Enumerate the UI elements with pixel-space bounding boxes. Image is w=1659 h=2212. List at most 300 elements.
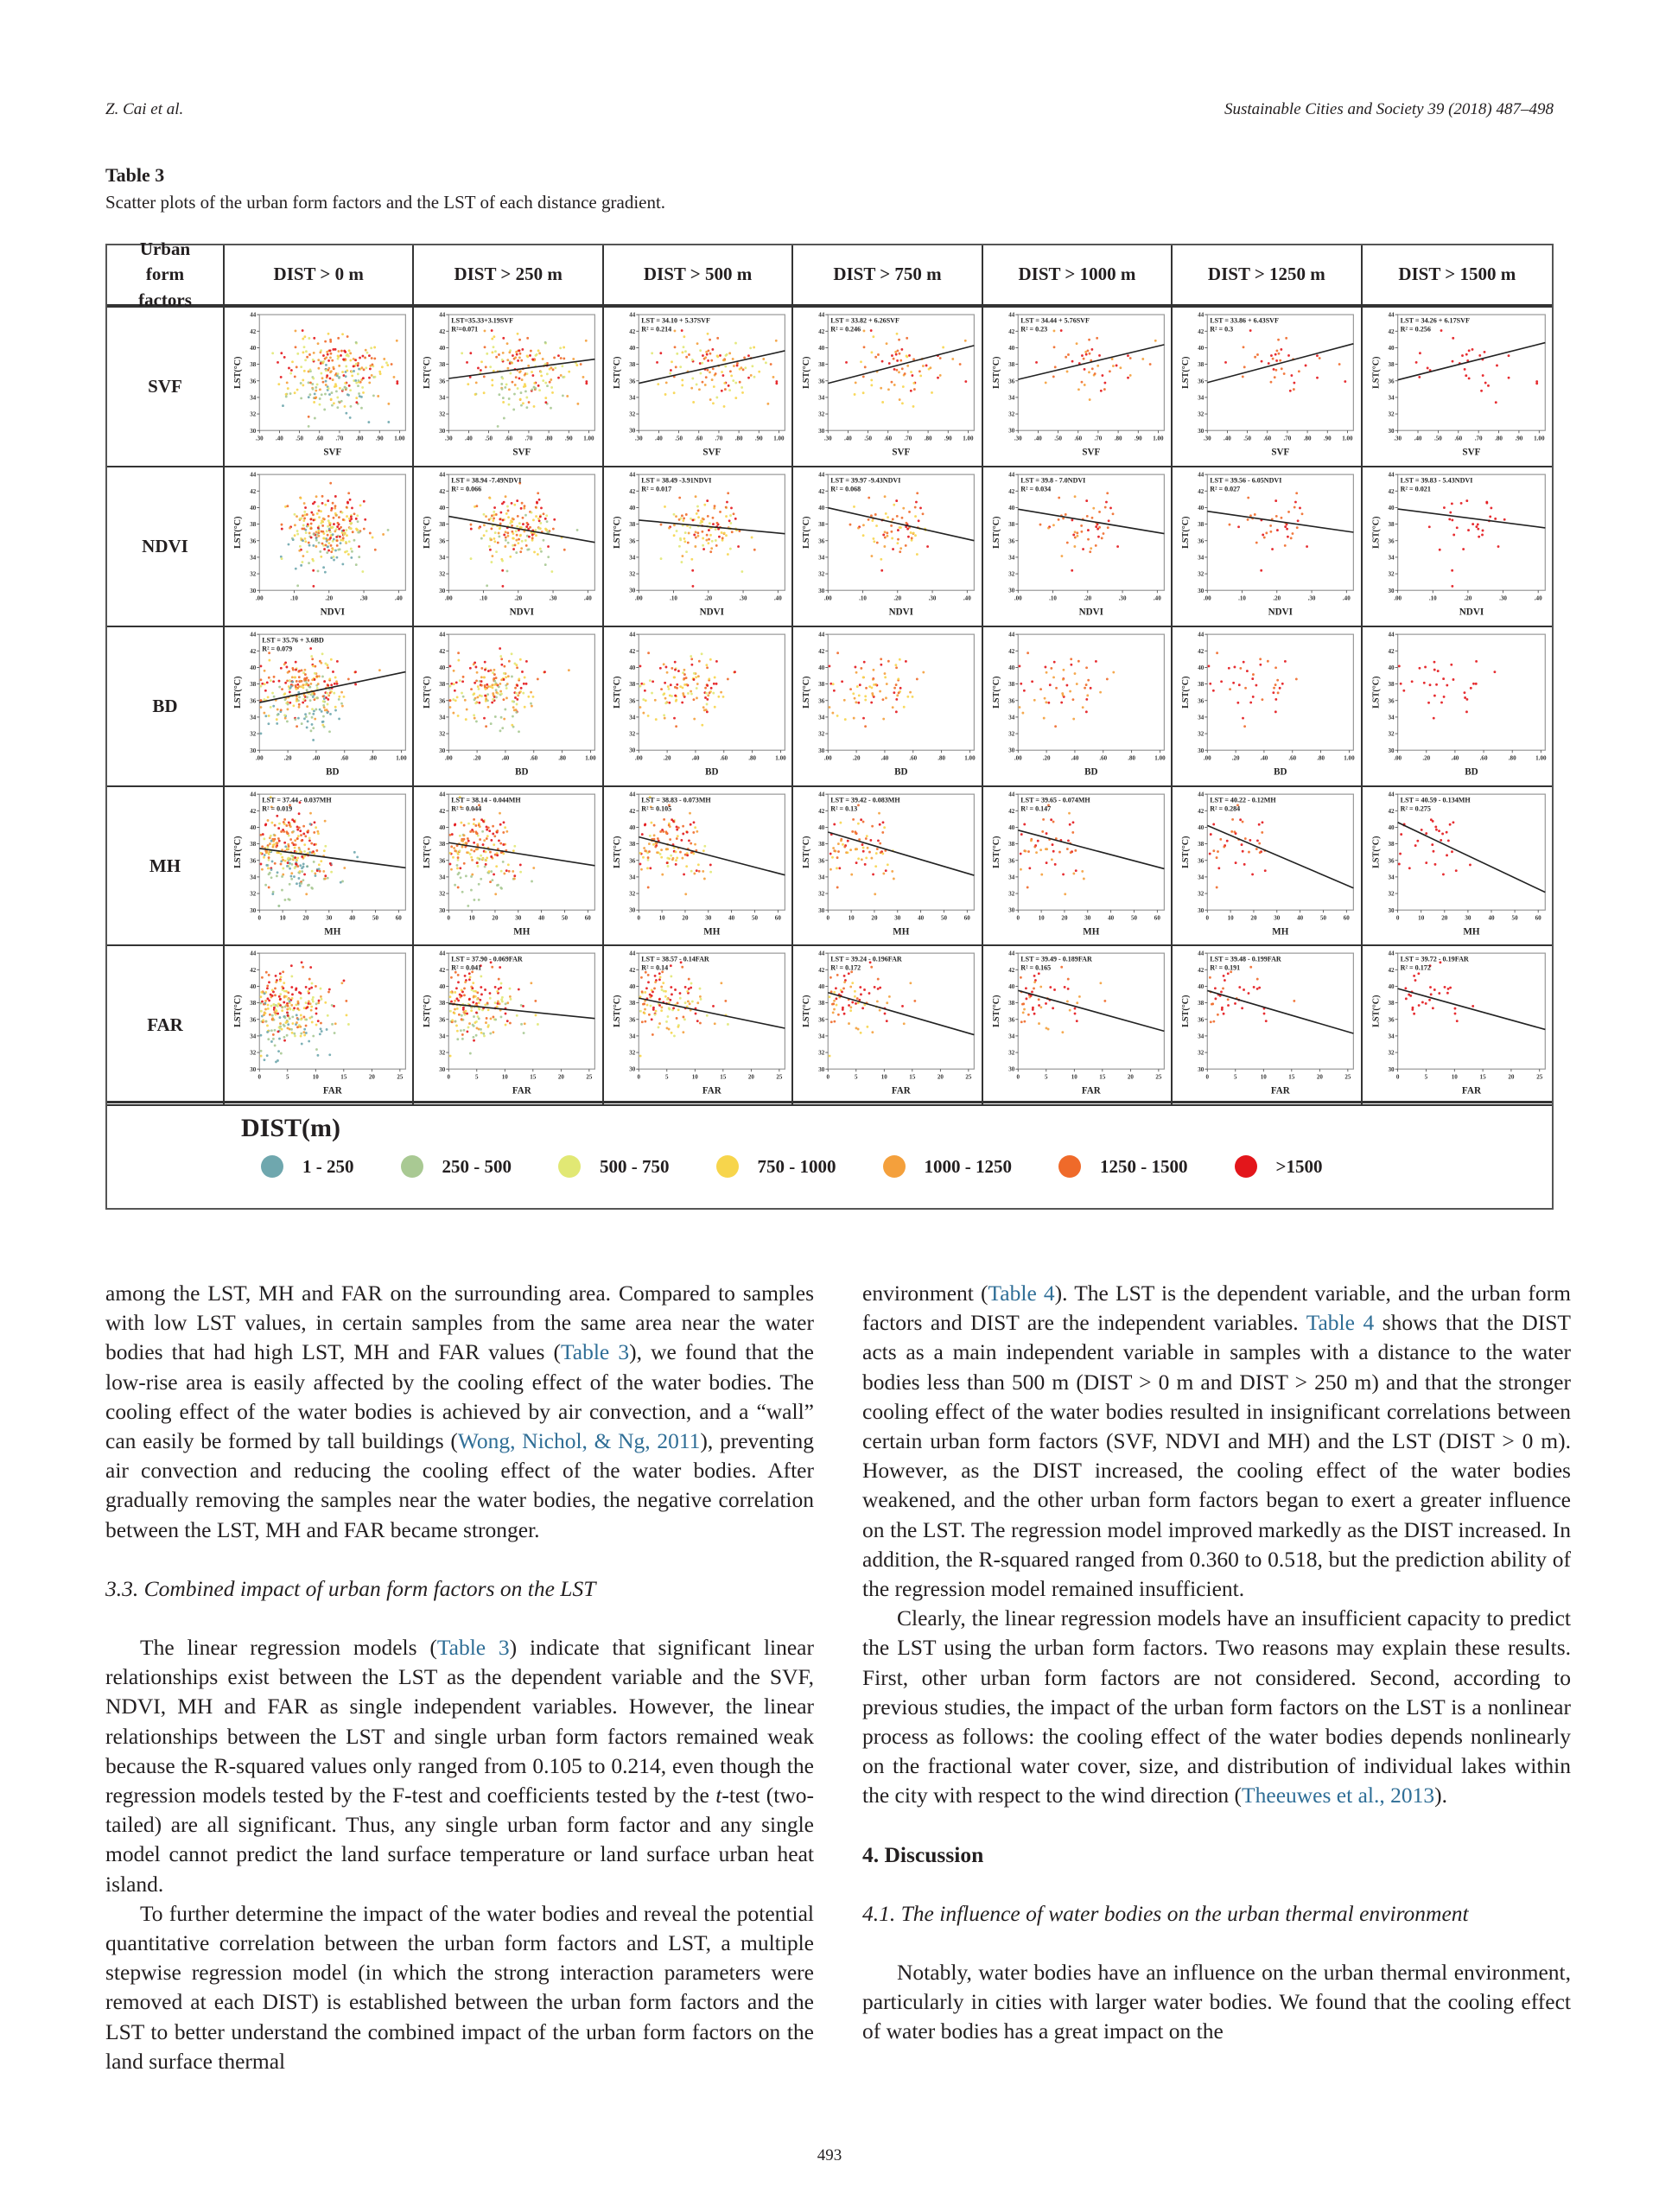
data-point: [311, 982, 314, 985]
y-tick-label: 30: [250, 906, 257, 914]
x-tick-label: .00: [824, 754, 832, 762]
data-point: [275, 975, 277, 977]
data-point: [282, 971, 284, 974]
data-point: [379, 372, 382, 375]
data-point: [507, 1002, 510, 1005]
data-point: [1287, 536, 1289, 538]
data-point: [284, 698, 287, 701]
data-point: [487, 706, 490, 709]
data-point: [499, 518, 502, 520]
data-point: [454, 883, 457, 886]
data-point: [964, 340, 967, 342]
data-point: [329, 349, 332, 352]
data-point: [475, 702, 478, 704]
data-point: [449, 664, 452, 667]
data-point: [321, 1031, 323, 1033]
data-point: [513, 548, 516, 550]
y-tick-label: 34: [250, 1033, 257, 1040]
x-axis-label: SVF: [702, 447, 721, 458]
data-point: [360, 407, 363, 410]
data-point: [1032, 1007, 1034, 1009]
data-point: [307, 990, 309, 993]
data-point: [682, 1016, 684, 1019]
data-point: [835, 988, 837, 990]
data-point: [267, 696, 270, 698]
data-point: [899, 658, 901, 661]
x-axis-label: FAR: [1081, 1086, 1101, 1097]
data-point: [313, 401, 315, 404]
data-point: [715, 539, 717, 542]
data-point: [462, 1007, 465, 1009]
data-point: [896, 515, 899, 518]
data-point: [312, 664, 315, 667]
data-point: [274, 1029, 276, 1032]
data-point: [342, 359, 345, 361]
data-point: [673, 346, 676, 348]
data-point: [1054, 725, 1057, 728]
data-point: [355, 341, 358, 344]
data-point: [304, 506, 307, 509]
data-point: [1087, 538, 1090, 541]
data-point: [1115, 365, 1117, 367]
data-point: [517, 698, 519, 701]
data-point: [705, 691, 708, 694]
y-axis-label: LST(°C): [233, 516, 244, 549]
data-point: [449, 684, 452, 687]
data-point: [585, 340, 588, 342]
data-point: [741, 570, 743, 573]
data-point: [501, 664, 504, 666]
data-point: [287, 387, 289, 390]
data-point: [1260, 664, 1262, 666]
data-point: [260, 664, 263, 667]
data-point: [280, 1052, 283, 1055]
data-point: [1260, 569, 1262, 572]
data-point: [1021, 711, 1024, 714]
data-point: [880, 842, 882, 844]
data-point: [727, 492, 729, 494]
data-point: [324, 819, 327, 822]
y-tick-label: 40: [818, 504, 825, 512]
data-point: [308, 425, 310, 428]
data-point: [308, 544, 311, 547]
data-point: [857, 822, 860, 824]
data-point: [844, 982, 847, 984]
data-point: [682, 346, 684, 348]
data-point: [872, 873, 874, 875]
data-point: [673, 329, 676, 332]
column-header: [983, 245, 1173, 308]
data-point: [659, 976, 662, 979]
data-point: [906, 355, 908, 358]
y-tick-label: 36: [1388, 537, 1395, 545]
data-point: [897, 529, 899, 531]
x-axis-label: NDVI: [699, 607, 724, 618]
y-tick-label: 36: [439, 378, 446, 385]
data-point: [283, 1036, 286, 1039]
data-point: [709, 550, 712, 553]
data-point: [829, 706, 831, 709]
data-point: [317, 367, 320, 370]
r-squared-label: R²=0.071: [451, 325, 479, 334]
data-point: [1472, 683, 1475, 685]
data-point: [506, 569, 509, 572]
data-point: [359, 395, 361, 397]
data-point: [640, 868, 643, 870]
data-point: [493, 843, 496, 846]
y-tick-label: 44: [1388, 471, 1395, 479]
data-point: [532, 518, 535, 521]
data-point: [265, 851, 268, 854]
data-point: [476, 861, 479, 864]
data-point: [464, 699, 467, 702]
data-point: [860, 1032, 862, 1034]
data-point: [451, 683, 454, 685]
y-tick-label: 30: [1388, 587, 1395, 594]
data-point: [1086, 515, 1089, 518]
data-point: [501, 383, 504, 385]
x-tick-label: .80: [1114, 435, 1122, 442]
y-tick-label: 42: [629, 807, 636, 815]
data-point: [456, 1007, 459, 1010]
data-point: [474, 716, 476, 719]
data-point: [273, 676, 276, 678]
data-point: [681, 384, 683, 386]
data-point: [708, 529, 710, 531]
data-point: [1251, 873, 1254, 875]
data-point: [302, 879, 304, 881]
data-point: [350, 556, 353, 559]
data-point: [695, 531, 697, 533]
data-point: [692, 698, 695, 701]
data-point: [291, 997, 294, 1000]
data-point: [692, 821, 695, 823]
y-tick-label: 36: [818, 1016, 825, 1024]
data-point: [884, 1013, 887, 1015]
data-point: [275, 1014, 277, 1016]
column-header: [793, 245, 982, 308]
data-point: [871, 856, 874, 859]
x-tick-label: .40: [654, 435, 663, 442]
data-point: [382, 533, 385, 536]
data-point: [639, 1010, 642, 1013]
data-point: [871, 378, 874, 381]
data-point: [492, 879, 494, 881]
data-point: [343, 980, 346, 982]
y-tick-label: 32: [818, 890, 825, 898]
data-point: [696, 1020, 699, 1023]
scatter-cell: [604, 946, 793, 1106]
data-point: [338, 401, 340, 404]
data-point: [1080, 531, 1083, 533]
data-point: [467, 839, 470, 842]
data-point: [1051, 858, 1053, 861]
data-point: [364, 357, 366, 359]
x-tick-label: .20: [1231, 754, 1240, 762]
data-point: [311, 1021, 314, 1024]
data-point: [654, 845, 657, 848]
data-point: [876, 848, 879, 850]
y-tick-label: 36: [250, 537, 257, 545]
data-point: [1068, 811, 1071, 814]
data-point: [545, 397, 548, 399]
data-point: [1240, 667, 1243, 670]
data-point: [299, 679, 302, 682]
data-point: [884, 531, 887, 533]
data-point: [1119, 366, 1122, 369]
data-point: [876, 541, 879, 543]
scatter-cell: [1363, 946, 1552, 1106]
data-point: [471, 855, 474, 858]
data-point: [272, 704, 275, 707]
data-point: [1045, 1002, 1047, 1005]
data-point: [1098, 526, 1101, 529]
scatter-cell: [793, 467, 982, 627]
data-point: [328, 393, 331, 396]
y-tick-label: 34: [818, 1033, 825, 1040]
data-point: [669, 372, 671, 375]
data-point: [712, 691, 715, 694]
data-point: [668, 1028, 671, 1031]
data-point: [1281, 683, 1284, 685]
y-tick-label: 44: [1388, 631, 1395, 639]
data-point: [544, 518, 547, 520]
y-tick-label: 30: [629, 427, 636, 435]
data-point: [305, 1025, 308, 1027]
data-point: [876, 1001, 879, 1003]
data-point: [1419, 352, 1421, 354]
data-point: [289, 690, 291, 693]
data-point: [338, 698, 340, 701]
data-point: [892, 706, 894, 709]
data-point: [685, 513, 688, 516]
data-point: [1110, 358, 1113, 360]
data-point: [327, 666, 329, 669]
data-point: [524, 539, 527, 542]
data-point: [480, 877, 483, 880]
data-point: [374, 549, 377, 551]
data-point: [321, 530, 323, 532]
x-tick-label: 20: [1440, 913, 1447, 921]
scatter-plot: [1173, 946, 1360, 1104]
data-point: [691, 1001, 694, 1003]
data-point: [882, 698, 885, 701]
x-tick-label: .50: [675, 435, 683, 442]
x-tick-label: 50: [1130, 913, 1137, 921]
x-tick-label: 10: [1071, 1073, 1077, 1081]
data-point: [311, 708, 314, 710]
y-tick-label: 34: [818, 554, 825, 562]
data-point: [475, 381, 478, 384]
x-tick-label: .20: [1464, 594, 1471, 602]
data-point: [301, 1043, 303, 1046]
data-point: [536, 353, 538, 356]
data-point: [503, 831, 505, 834]
data-point: [463, 834, 466, 836]
data-point: [457, 856, 460, 859]
data-point: [312, 1035, 315, 1038]
data-point: [863, 346, 866, 348]
data-point: [474, 714, 476, 716]
data-point: [283, 356, 286, 359]
x-tick-label: .60: [720, 754, 728, 762]
data-point: [875, 865, 878, 868]
data-point: [345, 412, 347, 415]
data-point: [1223, 1013, 1225, 1015]
data-point: [502, 861, 505, 863]
data-point: [317, 832, 320, 835]
data-point: [1294, 1000, 1296, 1002]
x-axis-label: BD: [704, 766, 719, 778]
data-point: [1451, 569, 1453, 572]
data-point: [1055, 687, 1058, 690]
data-point: [277, 1051, 280, 1053]
data-point: [308, 416, 310, 418]
data-point: [537, 385, 540, 387]
data-point: [301, 561, 303, 563]
data-point: [734, 518, 737, 520]
y-axis-label: LST(°C): [233, 676, 244, 709]
data-point: [308, 836, 311, 839]
x-tick-label: 0: [1016, 1073, 1020, 1081]
data-point: [507, 863, 510, 866]
regression-equation: LST = 34.44 + 5.76SVF: [1020, 316, 1090, 325]
data-point: [353, 512, 356, 515]
data-point: [832, 683, 835, 685]
data-point: [454, 1000, 457, 1002]
data-point: [294, 856, 296, 859]
data-point: [736, 365, 739, 367]
data-point: [512, 537, 515, 540]
data-point: [703, 709, 706, 711]
data-point: [480, 994, 483, 996]
data-point: [673, 676, 676, 678]
data-point: [370, 346, 372, 349]
data-point: [1229, 524, 1231, 526]
data-point: [1084, 353, 1087, 356]
y-tick-label: 38: [1388, 680, 1395, 688]
data-point: [305, 350, 308, 353]
data-point: [654, 699, 657, 702]
data-point: [315, 390, 317, 392]
data-point: [277, 827, 280, 830]
data-point: [1038, 1023, 1040, 1026]
data-point: [699, 362, 702, 365]
scatter-plot: [1363, 787, 1552, 945]
y-tick-label: 34: [1198, 714, 1205, 721]
data-point: [483, 513, 486, 516]
data-point: [385, 361, 388, 364]
data-point: [333, 517, 335, 519]
data-point: [308, 883, 310, 886]
data-point: [330, 398, 333, 401]
data-point: [329, 377, 332, 379]
y-tick-label: 34: [629, 394, 636, 402]
data-point: [1049, 683, 1052, 686]
data-point: [711, 348, 714, 351]
data-point: [688, 531, 690, 534]
data-point: [670, 965, 672, 968]
data-point: [369, 365, 372, 367]
data-point: [280, 667, 283, 670]
data-point: [327, 694, 330, 696]
data-point: [267, 867, 270, 869]
data-point: [503, 852, 505, 855]
x-tick-label: .30: [1118, 594, 1127, 602]
data-point: [1217, 1014, 1219, 1016]
data-point: [275, 1061, 277, 1064]
data-point: [667, 688, 670, 690]
data-point: [335, 385, 338, 387]
data-point: [660, 688, 663, 690]
data-point: [1481, 533, 1484, 536]
data-point: [329, 862, 332, 865]
data-point: [331, 1023, 334, 1026]
data-point: [498, 978, 500, 981]
data-point: [295, 346, 297, 348]
y-tick-label: 32: [1198, 730, 1205, 738]
x-tick-label: 1.00: [964, 754, 976, 762]
data-point: [305, 1019, 308, 1021]
data-point: [696, 535, 699, 537]
r-squared-label: R² = 0.079: [262, 645, 293, 653]
data-point: [350, 518, 353, 520]
data-point: [294, 718, 296, 721]
data-point: [1284, 525, 1287, 528]
y-tick-label: 34: [1007, 554, 1014, 562]
data-point: [492, 686, 494, 689]
data-point: [690, 558, 693, 561]
data-point: [727, 677, 729, 680]
data-point: [502, 559, 505, 562]
y-tick-label: 34: [439, 714, 446, 721]
data-point: [1445, 830, 1447, 833]
data-point: [528, 696, 531, 698]
data-point: [317, 569, 320, 572]
data-point: [329, 482, 332, 485]
data-point: [664, 990, 667, 993]
data-point: [1274, 683, 1277, 686]
data-point: [461, 1019, 464, 1021]
data-point: [303, 843, 306, 846]
data-point: [831, 1003, 834, 1006]
y-tick-label: 38: [250, 361, 257, 369]
data-point: [519, 353, 522, 355]
x-tick-label: 50: [372, 913, 378, 921]
data-point: [881, 360, 884, 363]
data-point: [318, 542, 321, 544]
x-tick-label: .10: [669, 594, 677, 602]
data-point: [1471, 523, 1474, 525]
scatter-cell: [225, 787, 414, 947]
data-point: [493, 832, 495, 835]
data-point: [505, 676, 508, 678]
data-point: [295, 684, 297, 687]
data-point: [477, 367, 480, 370]
data-point: [647, 982, 650, 984]
data-point: [270, 1030, 273, 1033]
x-tick-label: .30: [1014, 435, 1022, 442]
data-point: [1239, 987, 1242, 989]
data-point: [513, 393, 516, 396]
data-point: [872, 694, 874, 696]
data-point: [663, 692, 665, 695]
data-point: [315, 1013, 318, 1015]
x-tick-label: .20: [1273, 594, 1281, 602]
data-point: [342, 518, 345, 521]
data-point: [1076, 531, 1078, 534]
y-tick-label: 30: [1007, 747, 1014, 754]
